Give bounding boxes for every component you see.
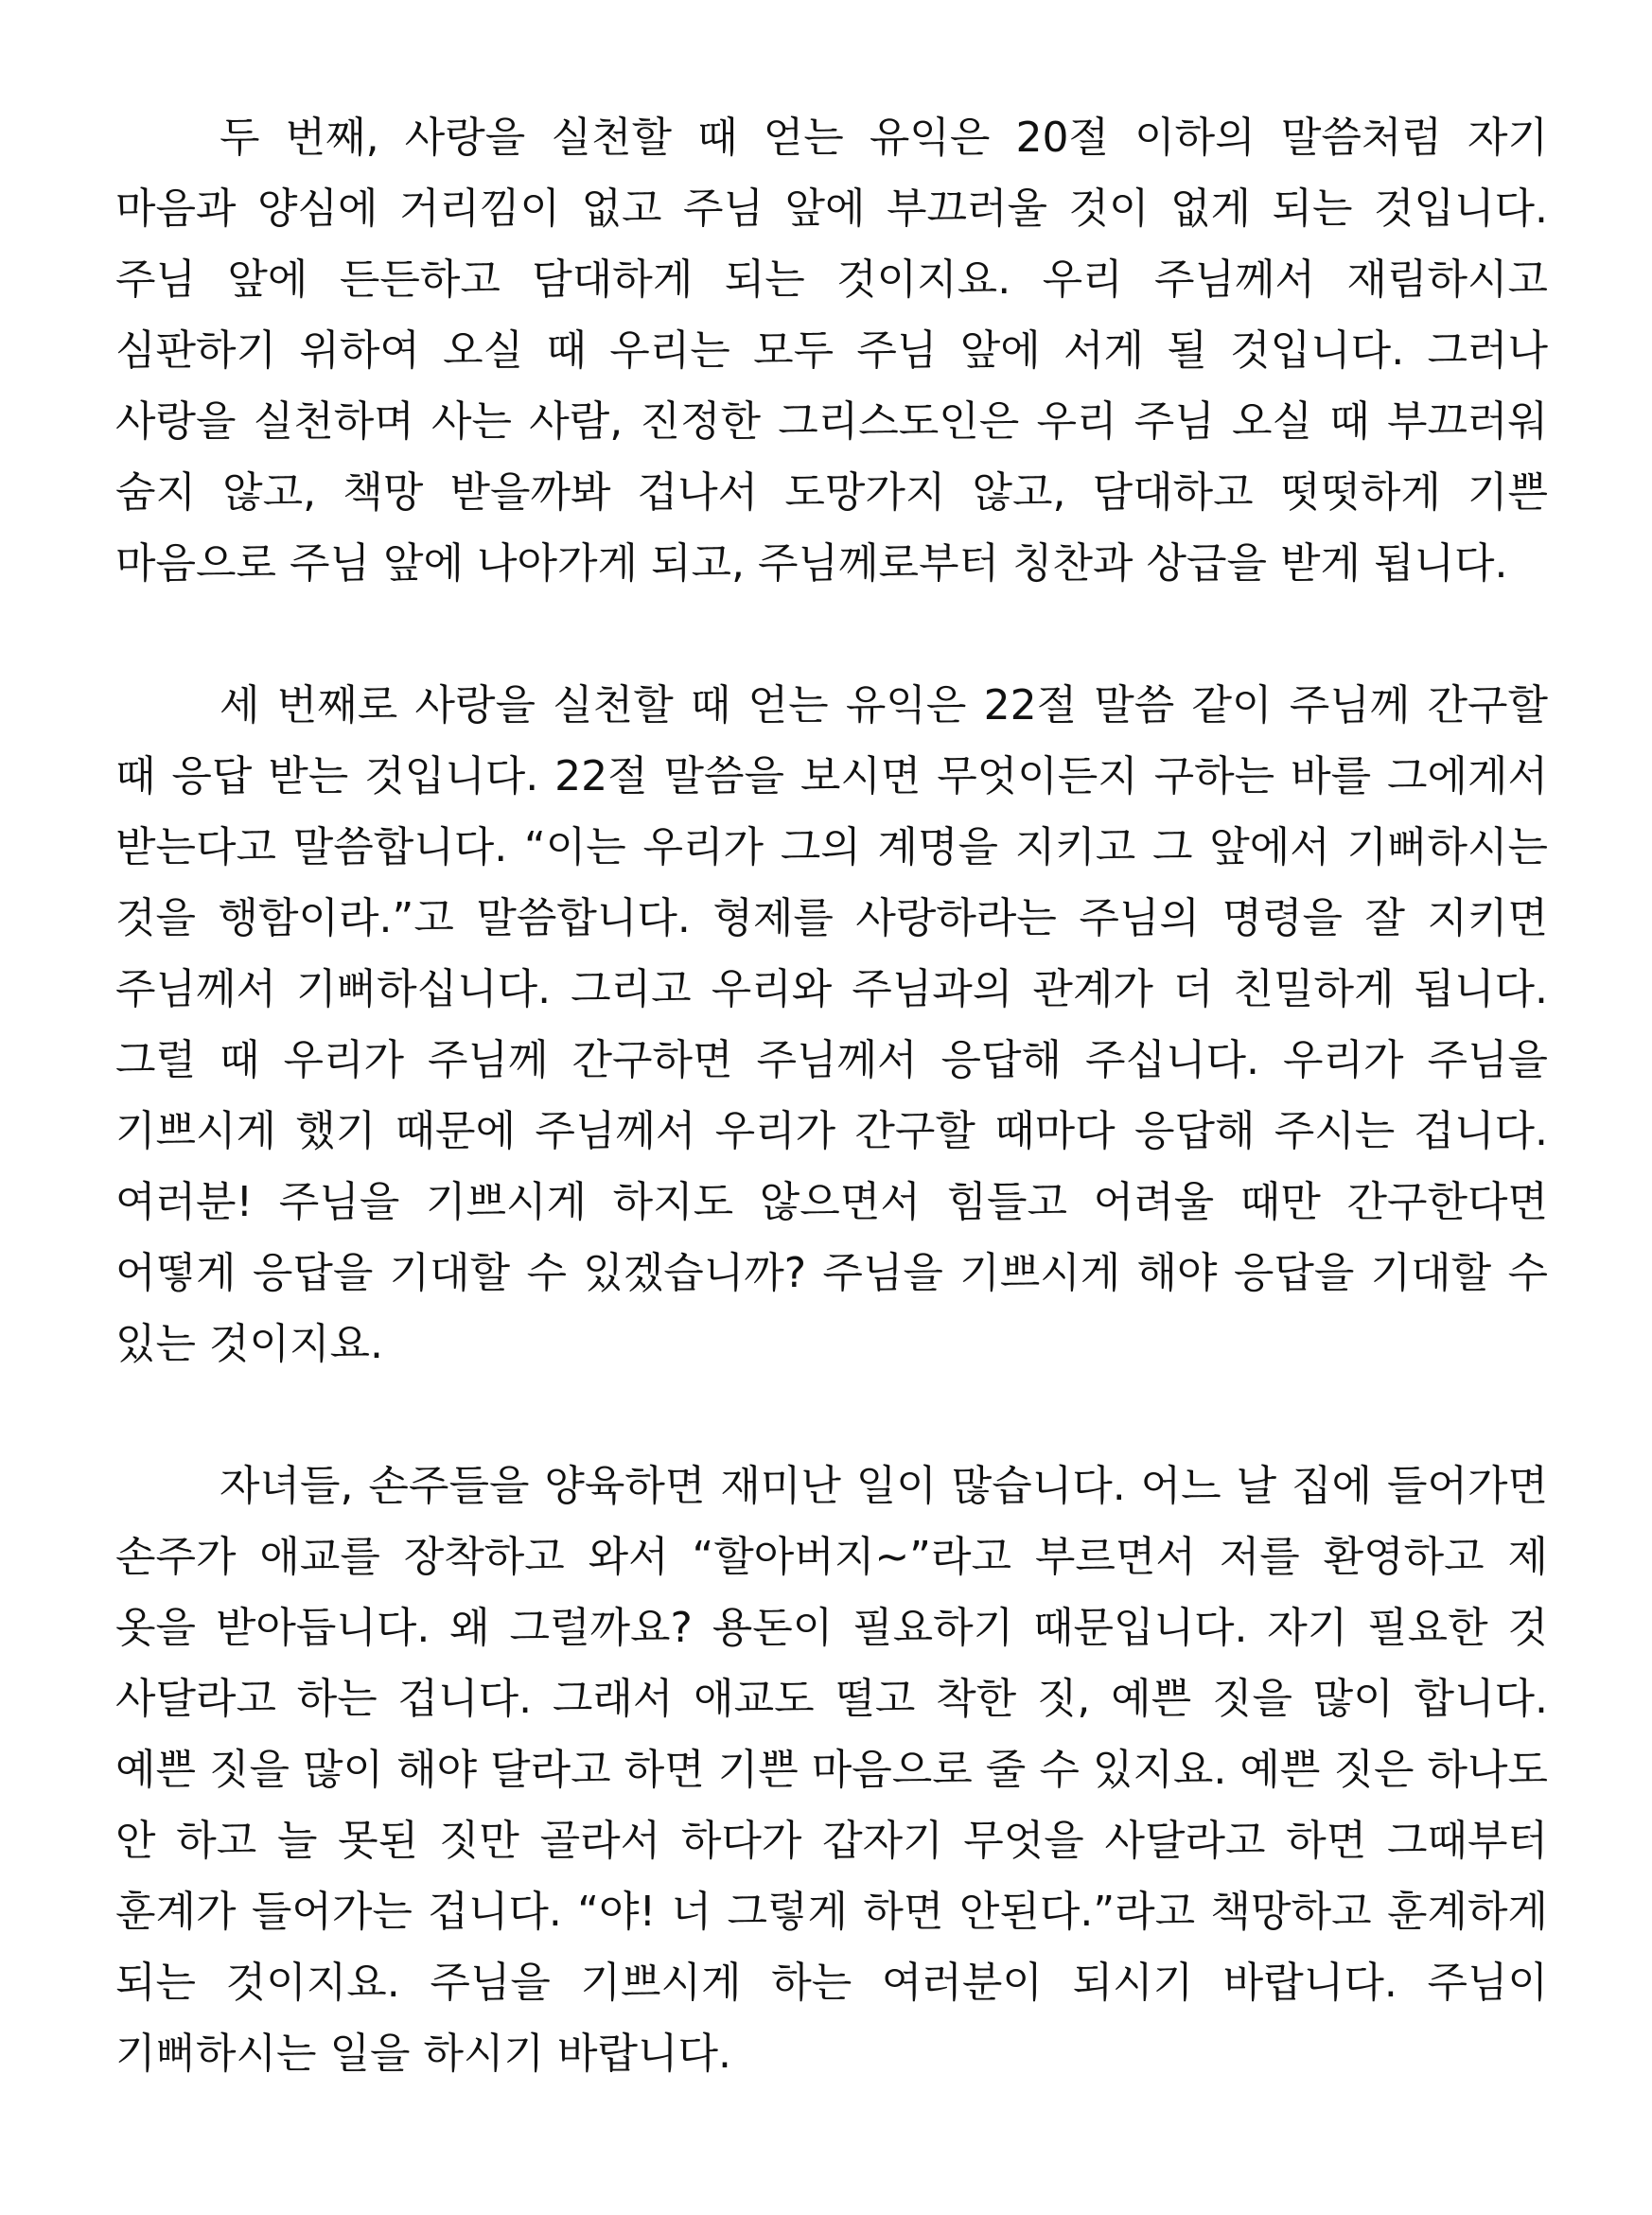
paragraph-third-benefit: 세 번째로 사랑을 실천할 때 얻는 유익은 22절 말씀 같이 주님께 간구할 때 응답 받는 것입니다. 22절 말씀을 보시면 무엇이든지 구하는 바를 그에게서 받는다고 말씀합니다. “이는 우리가 그의 계명을 지키고 그 앞에서 기뻐하시는 것을 행함이라.”고 말씀합니다. 형제를 사랑하라는 주님의 명령을 잘 지키면 주님께서 기뻐하십니다. 그리고 우리와 주님과의 관계가 더 친밀하게 됩니다. 그럴 때 우리가 주님께 간구하면 주님께서 응답해 주십니다. 우리가 주님을 기쁘시게 했기 때문에 주님께서 우리가 간구할 때마다 응답해 주시는 겁니다. 여러분! 주님을 기쁘시게 하지도 않으면서 힘들고 어려울 때만 간구한다면 어떻게 응답을 기대할 수 있겠습니까? 주님을 기쁘시게 해야 응답을 기대할 수 있는 것이지요.: [115, 681, 1549, 1368]
paragraph-second-benefit: 두 번째, 사랑을 실천할 때 얻는 유익은 20절 이하의 말씀처럼 자기 마음과 양심에 거리낌이 없고 주님 앞에 부끄러울 것이 없게 되는 것입니다. 주님 앞에 든든하고 담대하게 되는 것이지요. 우리 주님께서 재림하시고 심판하기 위하여 오실 때 우리는 모두 주님 앞에 서게 될 것입니다. 그러나 사랑을 실천하며 사는 사람, 진정한 그리스도인은 우리 주님 오실 때 부끄러워 숨지 않고, 책망 받을까봐 겁나서 도망가지 않고, 담대하고 떳떳하게 기쁜 마음으로 주님 앞에 나아가게 되고, 주님께로부터 칭찬과 상급을 받게 됩니다.: [115, 114, 1548, 588]
paragraph-grandchild-illustration: 자녀들, 손주들을 양육하면 재미난 일이 많습니다. 어느 날 집에 들어가면 손주가 애교를 장착하고 와서 “할아버지~”라고 부르면서 저를 환영하고 제 옷을 받아듭니다. 왜 그럴까요? 용돈이 필요하기 때문입니다. 자기 필요한 것 사달라고 하는 겁니다. 그래서 애교도 떨고 착한 짓, 예쁜 짓을 많이 합니다. 예쁜 짓을 많이 해야 달라고 하면 기쁜 마음으로 줄 수 있지요. 예쁜 짓은 하나도 안 하고 늘 못된 짓만 골라서 하다가 갑자기 무엇을 사달라고 하면 그때부터 훈계가 들어가는 겁니다. “야! 너 그렇게 하면 안된다.”라고 책망하고 훈계하게 되는 것이지요. 주님을 기쁘시게 하는 여러분이 되시기 바랍니다. 주님이 기뻐하시는 일을 하시기 바랍니다.: [115, 1462, 1548, 2078]
document-page: [115, 102, 1548, 2089]
